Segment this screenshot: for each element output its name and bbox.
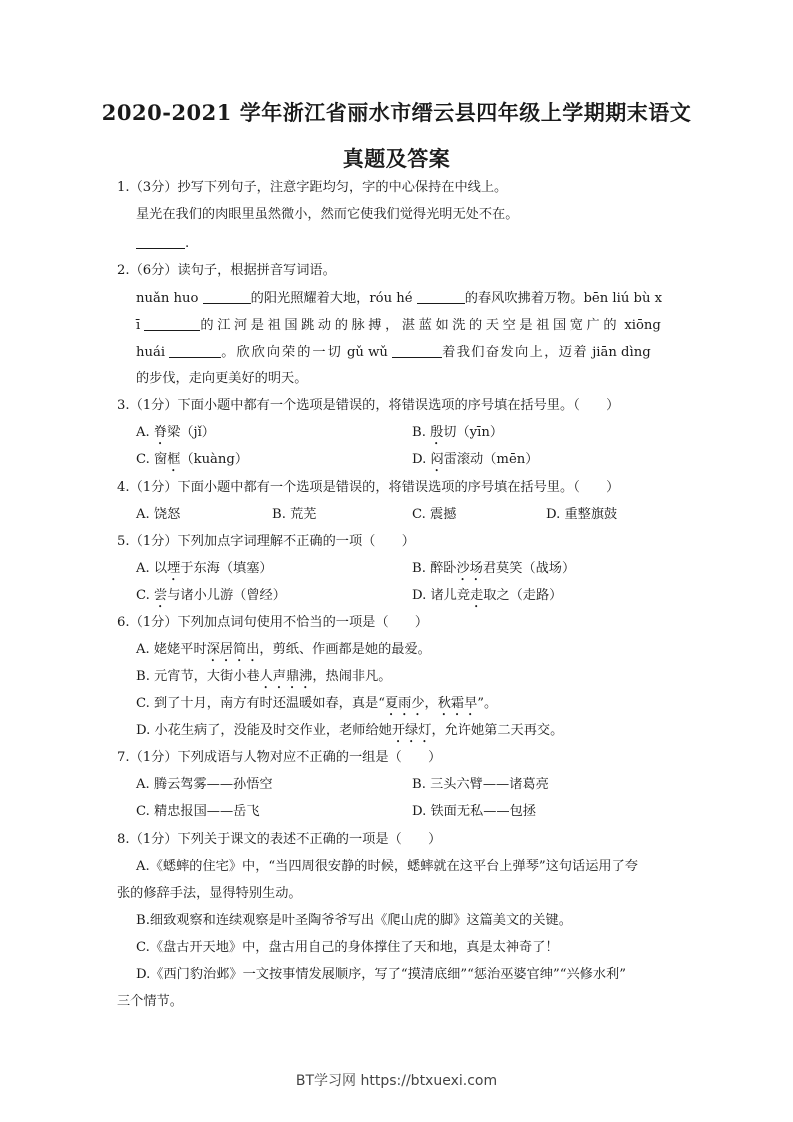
pinyin-blank-2[interactable] xyxy=(417,289,465,304)
document-title-line1: 2020-2021 学年浙江省丽水市缙云县四年级上学期期末语文 xyxy=(101,100,692,125)
question-3-option-b: B. 殷切（yīn） xyxy=(412,425,504,440)
question-8-option-a-line2: 张的修辞手法，显得特别生动。 xyxy=(117,886,302,901)
question-7-option-c: C. 精忠报国——岳飞 xyxy=(136,804,260,819)
question-1-stem: 1.（3分）抄写下列句子，注意字距均匀，字的中心保持在中线上。 xyxy=(117,180,508,195)
answer-blank[interactable] xyxy=(136,234,185,249)
question-7-option-a: A. 腾云驾雾——孙悟空 xyxy=(136,777,273,792)
question-4-option-c: C. 震撼 xyxy=(412,507,457,522)
question-4-option-d: D. 重整旗鼓 xyxy=(546,507,618,522)
question-1-sentence: 星光在我们的肉眼里虽然微小，然而它使我们觉得光明无处不在。 xyxy=(136,207,519,222)
question-4-option-a: A. 饶怒 xyxy=(136,507,181,522)
question-4-stem: 4.（1分）下面小题中都有一个选项是错误的，将错误选项的序号填在括号里。（ ） xyxy=(117,480,620,495)
pinyin-blank-3[interactable] xyxy=(144,316,200,331)
question-2-line-2: ī 的江河是祖国跳动的脉搏，湛蓝如洗的天空是祖国宽广的 xiōng xyxy=(136,318,661,333)
question-5-option-d: D. 诸儿竞走取之（走路） xyxy=(412,588,563,603)
document-title-line2: 真题及答案 xyxy=(342,146,451,171)
question-8-option-d-line2: 三个情节。 xyxy=(117,994,183,1009)
question-7-option-b: B. 三头六臂——诸葛亮 xyxy=(412,777,549,792)
question-8-option-d-line1: D.《西门豹治邺》一文按事情发展顺序，写了“摸清底细”“惩治巫婆官绅”“兴修水利” xyxy=(136,967,626,982)
question-8-option-a-line1: A.《蟋蟀的住宅》中，“当四周很安静的时候，蟋蟀就在这平台上弹琴”这句话运用了夸 xyxy=(136,859,638,874)
question-5-option-b: B. 醉卧沙场君莫笑（战场） xyxy=(412,561,576,576)
question-2-line-3: huái 。欣欣向荣的一切 gǔ wǔ 着我们奋发向上，迈着 jiān dìng xyxy=(136,345,651,360)
question-3-option-a: A. 脊梁（jǐ） xyxy=(136,425,215,440)
footer-watermark: BT学习网 https://btxuexi.com xyxy=(295,1073,498,1089)
question-2-line-4: 的步伐，走向更美好的明天。 xyxy=(136,371,308,386)
question-8-option-b: B.细致观察和连续观察是叶圣陶爷爷写出《爬山虎的脚》这篇美文的关键。 xyxy=(136,913,572,928)
question-8-stem: 8.（1分）下列关于课文的表述不正确的一项是（ ） xyxy=(117,832,442,847)
question-8-option-c: C.《盘古开天地》中，盘古用自己的身体撑住了天和地，真是太神奇了！ xyxy=(136,940,559,955)
question-5-option-c: C. 尝与诸小儿游（曾经） xyxy=(136,588,286,603)
question-6-option-a: A. 姥姥平时深居简出，剪纸、作画都是她的最爱。 xyxy=(136,642,431,657)
question-5-stem: 5.（1分）下列加点字词理解不正确的一项（ ） xyxy=(117,534,415,549)
question-7-stem: 7.（1分）下列成语与人物对应不正确的一组是（ ） xyxy=(117,750,442,765)
question-3-option-c: C. 窗框（kuàng） xyxy=(136,452,249,467)
question-6-option-d: D. 小花生病了，没能及时交作业，老师给她开绿灯，允许她第二天再交。 xyxy=(136,723,564,738)
question-3-stem: 3.（1分）下面小题中都有一个选项是错误的，将错误选项的序号填在括号里。（ ） xyxy=(117,398,620,413)
question-6-option-b: B. 元宵节，大街小巷人声鼎沸，热闹非凡。 xyxy=(136,669,392,684)
question-2-line-1: nuǎn huo 的阳光照耀着大地，róu hé 的春风吹拂着万物。bēn liú bù x xyxy=(136,291,663,306)
question-4-option-b: B. 荒芜 xyxy=(272,507,317,522)
question-7-option-d: D. 铁面无私——包拯 xyxy=(412,804,536,819)
pinyin-blank-1[interactable] xyxy=(203,289,251,304)
pinyin-blank-4[interactable] xyxy=(169,343,221,358)
question-6-option-c: C. 到了十月，南方有时还温暖如春，真是“夏雨少，秋霜早”。 xyxy=(136,696,498,711)
question-5-option-a: A. 以堙于东海（填塞） xyxy=(136,561,273,576)
pinyin-blank-5[interactable] xyxy=(392,343,442,358)
question-3-option-d: D. 闷雷滚动（mēn） xyxy=(412,452,539,467)
question-1-answer-line[interactable]: . xyxy=(136,234,189,253)
question-6-stem: 6.（1分）下列加点词句使用不恰当的一项是（ ） xyxy=(117,615,429,630)
question-2-stem: 2.（6分）读句子，根据拼音写词语。 xyxy=(117,263,336,278)
